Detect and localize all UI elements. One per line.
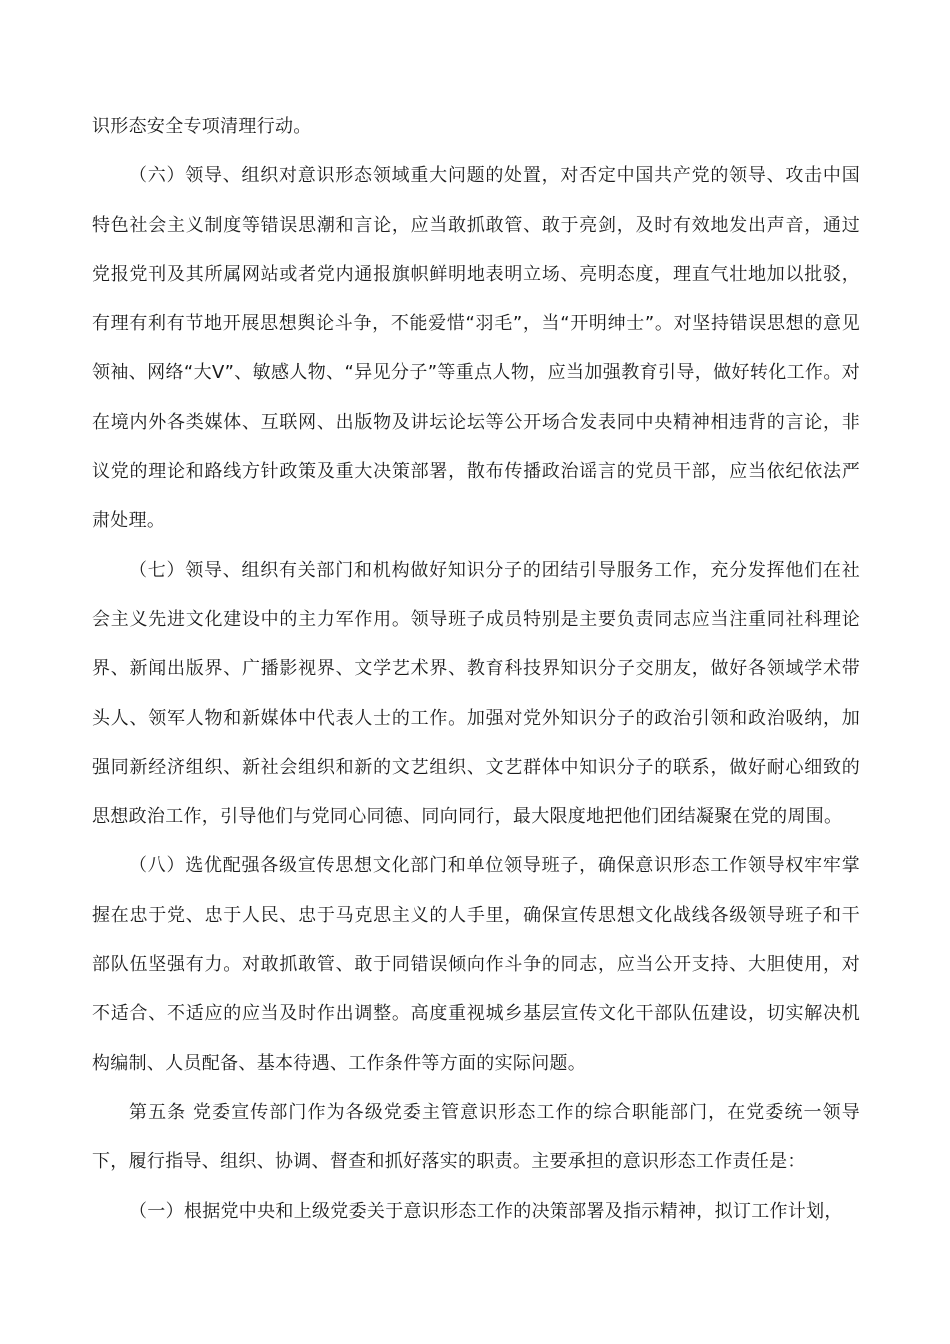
- document-body: [92, 102, 860, 1236]
- paragraph-item-6: （六）领导、组织对意识形态领域重大问题的处置，对否定中国共产党的领导、攻击中国特色社会主义制度等错误思潮和言论，应当敢抓敢管、敢于亮剑，及时有效地发出声音，通过党报党刊及其所属网站或者党内通报旗帜鲜明地表明立场、亮明态度，理直气壮地加以批驳，有理有利有节地开展思想舆论斗争，不能爱惜“羽毛”，当“开明绅士”。对坚持错误思想的意见领袖、网络“大V”、敏感人物、“异见分子”等重点人物，应当加强教育引导，做好转化工作。对在境内外各类媒体、互联网、出版物及讲坛论坛等公开场合发表同中央精神相违背的言论，非议党的理论和路线方针政策及重大决策部署，散布传播政治谣言的党员干部，应当依纪依法严肃处理。: [92, 165, 860, 532]
- paragraph-article-5: 第五条 党委宣传部门作为各级党委主管意识形态工作的综合职能部门，在党委统一领导下，履行指导、组织、协调、督查和抓好落实的职责。主要承担的意识形态工作责任是：: [92, 1101, 860, 1173]
- paragraph-item-8: （八）选优配强各级宣传思想文化部门和单位领导班子，确保意识形态工作领导权牢牢掌握在忠于党、忠于人民、忠于马克思主义的人手里，确保宣传思想文化战线各级领导班子和干部队伍坚强有力。对敢抓敢管、敢于同错误倾向作斗争的同志，应当公开支持、大胆使用，对不适合、不适应的应当及时作出调整。高度重视城乡基层宣传文化干部队伍建设，切实解决机构编制、人员配备、基本待遇、工作条件等方面的实际问题。: [92, 855, 860, 1074]
- paragraph-item-7: （七）领导、组织有关部门和机构做好知识分子的团结引导服务工作，充分发挥他们在社会主义先进文化建设中的主力军作用。领导班子成员特别是主要负责同志应当注重同社科理论界、新闻出版界、广播影视界、文学艺术界、教育科技界知识分子交朋友，做好各领域学术带头人、领军人物和新媒体中代表人士的工作。加强对党外知识分子的政治引领和政治吸纳，加强同新经济组织、新社会组织和新的文艺组织、文艺群体中知识分子的联系，做好耐心细致的思想政治工作，引导他们与党同心同德、同向同行，最大限度地把他们团结凝聚在党的周围。: [92, 559, 860, 828]
- paragraph-continuation: 识形态安全专项清理行动。: [92, 116, 312, 137]
- paragraph-item-1: （一）根据党中央和上级党委关于意识形态工作的决策部署及指示精神，拟订工作计划，: [129, 1200, 843, 1222]
